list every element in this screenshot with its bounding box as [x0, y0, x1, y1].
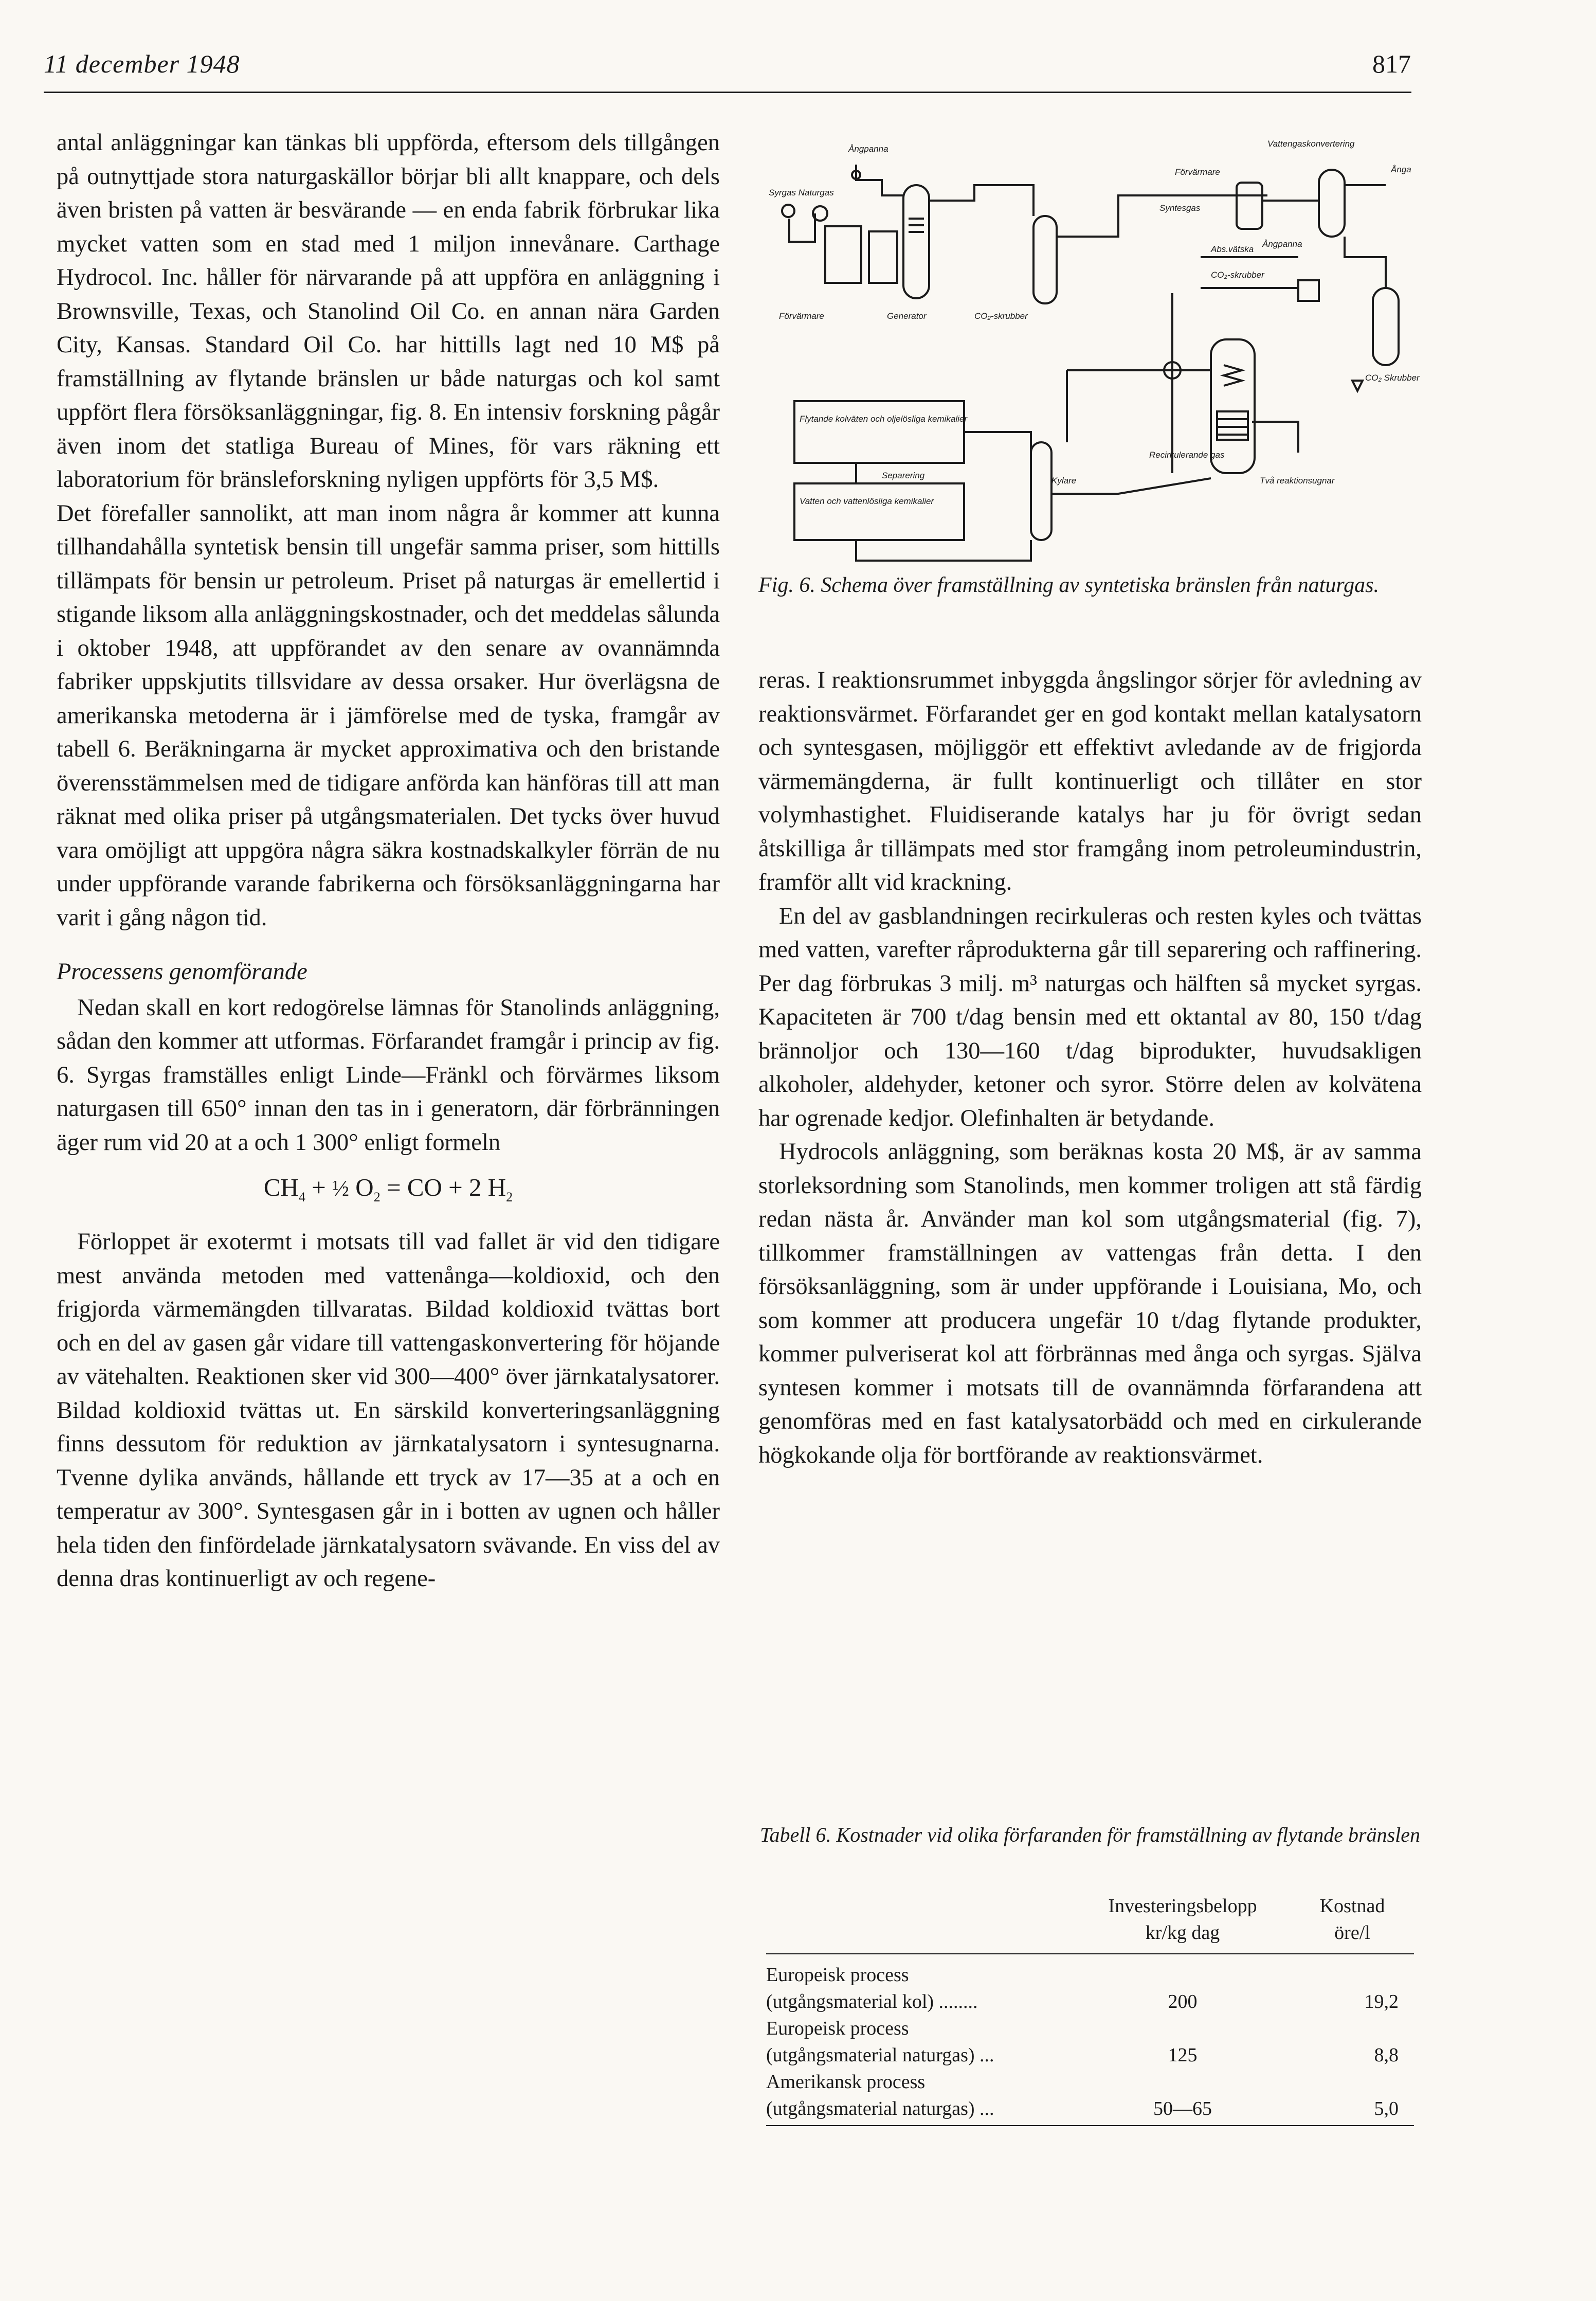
label-angpanna: Ångpanna: [848, 144, 888, 154]
label-co2-skrubber-mid: CO₂-skrubber: [1211, 270, 1264, 280]
water-gas-converter: [1319, 170, 1345, 237]
table-bottom-rule: [766, 2125, 1414, 2126]
label-co2-skrubber-left: CO₂-skrubber: [974, 311, 1028, 321]
label-vatten-vattenlosliga: Vatten och vattenlösliga kemikalier: [800, 496, 934, 506]
product-box-hydrocarbons: [794, 401, 964, 463]
gas-inlet-valve: [782, 205, 794, 217]
label-forvarmare-top: Förvärmare: [1175, 167, 1220, 177]
label-syntesgas: Syntesgas: [1159, 203, 1201, 213]
table-row: (utgångsmaterial naturgas) ... 125 8,8: [766, 2044, 1399, 2066]
header-rule: [44, 92, 1411, 93]
label-vattengaskonvertering: Vattengaskonvertering: [1267, 139, 1355, 149]
label-syrgas-naturgas: Syrgas Naturgas: [769, 188, 834, 197]
table-title: Tabell 6. Kostnader vid olika förfaranden för framställning av flytande bränslen: [759, 1823, 1421, 1846]
cost-table: [766, 1893, 1414, 2126]
recirc-line: [1252, 422, 1298, 453]
section-heading: Processens genomförande: [57, 959, 307, 985]
label-kylare: Kylare: [1051, 476, 1077, 486]
right-column: [758, 663, 1422, 1472]
flow-schematic: [758, 123, 1427, 566]
paragraph: Det förefaller sannolikt, att man inom några år kommer att kunna tillhandahålla syntetisk bensin till ungefär samma priser, som hittills tillämpats för bensin ur petroleum. Priset på naturgas är emellertid i stigande liksom alla anläggningskostnader, och det meddelas sålunda i oktober 1948, att uppförandet av den senare av ovannämnda fabriker uppskjutits tillsvidare av dessa orsaker. Hur överlägsna de amerikanska metoderna är i jämförelse med de tyska, framgår av tabell 6. Beräkningarna är mycket approximativa och den bristande överensstämmelsen med de tidigare anförda kan hänföras till att man räknat med olika priser på utgångsmaterialen. Det tycks över huvud vara omöjligt att uppgöra några säkra kostnadskalkyler förrän de nu under uppförande varande fabrikerna och försöksanläggningarna har varit i gång någon tid.: [57, 500, 720, 931]
paragraph: Hydrocols anläggning, som beräknas kosta 20 M$, är av samma storleksordning som Stanolinds, men kommer troligen att stå färdig redan nästa år. Använder man kol som utgångsmaterial (fig. 7), tillkommer framställningen av vattengas från detta. I den försöksanläggning, som är under uppförande i Louisiana, Mo, och som kommer att producera ungefär 10 t/dag flytande produkter, kommer pulveriserat kol att förbrännas med ånga och syrgas. Själva syntesen kommer i motsats till de ovannämnda förfarandena att genomföras med en fast katalysatorbädd och med en cirkulerande högkokande olja för bortförande av reaktionsvärmet.: [758, 1139, 1422, 1468]
table-header: [766, 1893, 1414, 1949]
label-anga: Ånga: [1391, 165, 1411, 174]
paragraph: En del av gasblandningen recirkuleras och resten kyles och tvättas med vatten, varefter råprodukterna går till separering och raffinering. Per dag förbrukas 3 milj. m³ naturgas och hälften så mycket syrgas. Kapaciteten är 700 t/dag bensin med ett oktantal av 80, 150 t/dag brännoljor och 130—160 t/dag biprodukter, huvudsakligen alkoholer, aldehyder, ketoner och syror. Större delen av kolvätena har ogrenade kedjor. Olefinhalten är betydande.: [758, 903, 1422, 1131]
boiler-pipe: [856, 165, 903, 195]
col-header-investment: Investeringsbelopp kr/kg dag: [1108, 1895, 1257, 1944]
label-abs-vatska: Abs.vätska: [1211, 244, 1254, 254]
paragraph: Förloppet är exotermt i motsats till vad fallet är vid den tidigare mest använda metoden med vattenånga—koldioxid, och den frigjorda värmemängden tillvaratas. Bildad koldioxid tvättas bort och en del av gasen går vidare till vattengaskonvertering för höjande av vätehalten. Reaktionen sker vid 300—400° över järnkatalysatorer. Bildad koldioxid tvättas ut. En särskild konverteringsanläggning finns dessutom för reduktion av järnkatalysatorn i syntesugnarna. Tvenne dylika används, hållande ett tryck av 17—35 at a och en temperatur av 300°. Syntesgasen går in i botten av ugnen och håller hela tiden den finfördelade järnkatalysatorn svävande. En viss del av denna dras kontinuerligt av och regene-: [57, 1229, 720, 1592]
scrubber-pipe: [1345, 237, 1386, 288]
table-row: (utgångsmaterial kol) ........ 200 19,2: [766, 1991, 1399, 2012]
table-rule: [766, 1953, 1414, 1954]
left-column: [57, 126, 720, 1596]
label-tva-reaktionsugnar: Två reaktionsugnar: [1260, 476, 1335, 486]
chemical-formula: $CH_4$ + ½ $O_2$ = CO + 2 $H_2$: [263, 1173, 513, 1205]
product-box-water: [794, 483, 964, 540]
valve-icon: [1352, 381, 1363, 391]
catalyst-hatch: [1217, 419, 1248, 435]
generator-coils: [909, 219, 924, 232]
separation-pipe: [964, 432, 1031, 453]
preheater-right: [1237, 183, 1262, 229]
label-angpanna-2: Ångpanna: [1262, 239, 1302, 249]
table-row: Europeisk process: [766, 2018, 909, 2039]
label-co2-skrubber-right: CO₂ Skrubber: [1365, 373, 1420, 383]
paragraph: reras. I reaktionsrummet inbyggda ångslingor sörjer för avledning av reaktionsvärmet. Förfarandet ger en god kontakt mellan katalysatorn och syntesgasen, möjliggör ett effektivt avledande av de frigjorda värmemängderna, är fullt kontinuerligt och tillåter en stor volymhastighet. Fluidiserande katalys har ju för övrigt sedan åtskilliga år tillämpats med stor framgång inom petroleumindustrin, framför allt vid krackning.: [758, 667, 1422, 895]
label-separering: Separering: [882, 471, 925, 480]
main-pipe: [929, 185, 1033, 216]
table-row: Amerikansk process: [766, 2071, 926, 2093]
paragraph: Nedan skall en kort redogörelse lämnas för Stanolinds anläggning, sådan den kommer att utformas. Förfarandet framgår i princip av fig. 6. Syrgas framställes enligt Linde—Fränkl och förvärmes liksom naturgasen till 650° innan den tas in i generatorn, där förbränningen äger rum vid 20 at a och 1 300° enligt formeln: [57, 994, 720, 1156]
table-row: (utgångsmaterial naturgas) ... 50—65 5,0: [766, 2098, 1399, 2119]
preheater-box-2: [869, 231, 897, 283]
col-header-cost: Kostnad öre/l: [1319, 1895, 1385, 1944]
generator-column: [903, 185, 929, 298]
label-forvarmare-bottom: Förvärmare: [779, 311, 824, 321]
label-recirkulerande-gas: Recirkulerande gas: [1149, 450, 1225, 460]
cooler-column: [1031, 442, 1051, 540]
label-flytande-kolvaten: Flytande kolväten och oljelösliga kemikalier: [800, 414, 967, 424]
table-row: Europeisk process: [766, 1964, 909, 1986]
recycle-pipes: [1067, 293, 1211, 473]
running-header-date: 11 december 1948: [44, 49, 240, 78]
preheater-pipe: [789, 213, 815, 242]
reactor-coils: [1224, 365, 1242, 386]
preheater-box: [825, 226, 861, 283]
label-generator: Generator: [887, 311, 927, 321]
page-number: 817: [1372, 49, 1411, 78]
paragraph: antal anläggningar kan tänkas bli uppförda, eftersom dels tillgången på outnyttjade stora naturgaskällor börjar bli allt knappare, och dels även bristen på vatten är besvärande — en enda fabrik förbrukar lika mycket vatten som en stad med 1 miljon innevånare. Carthage Hydrocol. Inc. håller för närvarande på att uppföra en anläggning i Brownsville, Texas, och Stanolind Oil Co. en annan nära Garden City, Kansas. Standard Oil Co. har hittills lagt ned 10 M$ på framställning av flytande bränslen ur både naturgas och kol samt uppfört flera försöksanläggningar, fig. 8. En intensiv forskning pågår även inom det statliga Bureau of Mines, för vars räkning ett laboratorium för bränsleforskning nyligen uppförts för 3,5 M$.: [57, 130, 720, 493]
figure-caption: Fig. 6. Schema över framställning av syntetiska bränslen från naturgas.: [758, 573, 1380, 597]
co2-scrubber-right: [1373, 288, 1399, 365]
co2-scrubber-left: [1033, 216, 1057, 303]
process-flow-diagram: [758, 123, 1427, 566]
co2-scrubber-mid: [1298, 280, 1319, 301]
